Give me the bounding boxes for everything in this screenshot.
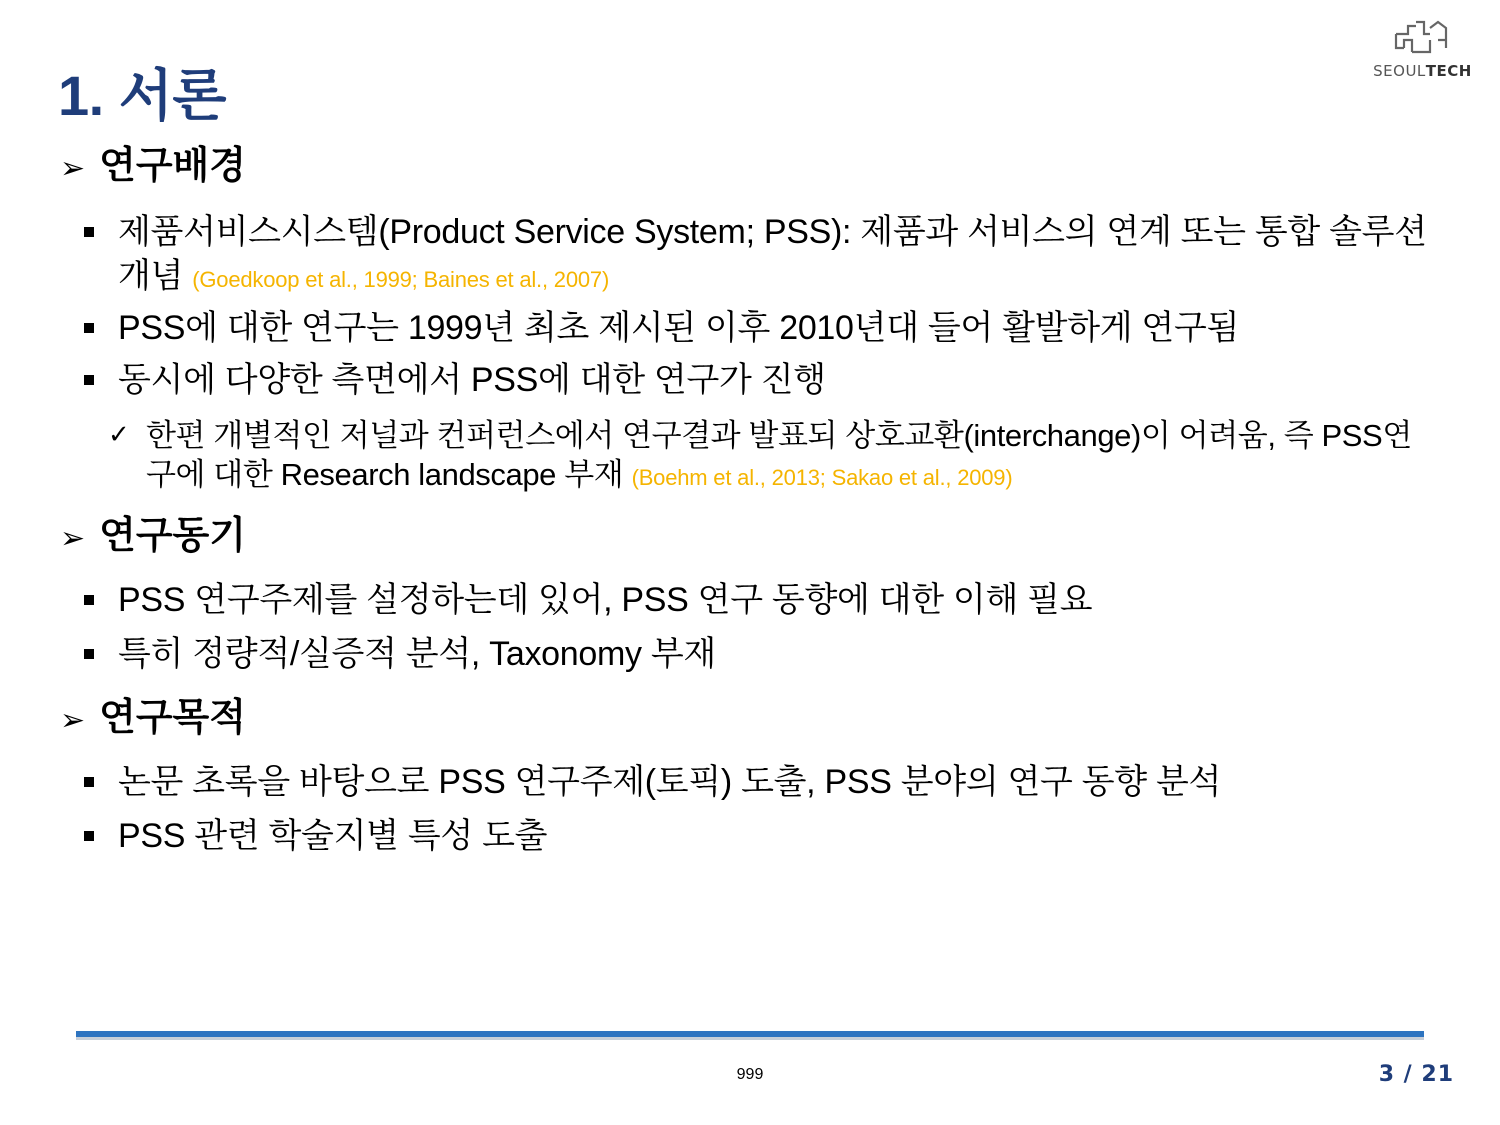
section-heading-motivation — [60, 512, 246, 563]
seoultech-logo — [1370, 18, 1475, 84]
slide-title: 1. 서론 — [58, 64, 226, 127]
square-bullet-icon — [84, 595, 94, 605]
arrow-bullet-icon: ➢ — [60, 521, 86, 556]
section-heading-text: 연구목적 — [99, 697, 246, 739]
bullet-text: 제품서비스시스템(Product Service System; PSS): 제품과 서비스의 연계 또는 통합 솔루션 개념 — [118, 213, 1427, 295]
bullet-text: PSS에 대한 연구는 1999년 최초 제시된 이후 2010년대 들어 활발하게 연구됨 — [118, 309, 1240, 347]
sub-list-item — [108, 416, 1438, 497]
sub-bullet-text: 한편 개별적인 저널과 컨퍼런스에서 연구결과 발표되 상호교환(interchange)이 어려움, 즉 PSS연구에 대한 Research landscape 부재 — [146, 418, 1412, 492]
square-bullet-icon — [84, 649, 94, 659]
logo-text-light: SEOUL — [1373, 62, 1426, 80]
section-heading-background — [60, 142, 246, 193]
section-heading-text: 연구배경 — [99, 145, 246, 187]
bullet-text: 특히 정량적/실증적 분석, Taxonomy 부재 — [118, 635, 716, 673]
list-item — [84, 760, 1434, 804]
footer-text: 999 — [736, 1066, 764, 1083]
list-item — [84, 578, 1434, 622]
section-heading-text: 연구동기 — [99, 515, 246, 557]
arrow-bullet-icon: ➢ — [60, 703, 86, 738]
square-bullet-icon — [84, 227, 94, 237]
list-item — [84, 632, 1434, 676]
seoultech-emblem-icon — [1394, 18, 1450, 58]
list-item — [84, 814, 1434, 858]
square-bullet-icon — [84, 375, 94, 385]
citation: (Goedkoop et al., 1999; Baines et al., 2007) — [192, 267, 610, 292]
footer-rule — [76, 1031, 1424, 1037]
bullet-text: 논문 초록을 바탕으로 PSS 연구주제(토픽) 도출, PSS 분야의 연구 동향 분석 — [118, 763, 1222, 801]
bullet-text: PSS 관련 학술지별 특성 도출 — [118, 817, 548, 855]
checkmark-bullet-icon: ✓ — [108, 420, 130, 450]
square-bullet-icon — [84, 831, 94, 841]
citation: (Boehm et al., 2013; Sakao et al., 2009) — [631, 465, 1013, 490]
bullet-text: 동시에 다양한 측면에서 PSS에 대한 연구가 진행 — [118, 361, 826, 399]
square-bullet-icon — [84, 777, 94, 787]
list-item — [84, 306, 1434, 350]
section-heading-objective — [60, 694, 246, 745]
page-number: 3 / 21 — [1378, 1062, 1454, 1087]
list-item — [84, 210, 1434, 302]
logo-text-bold: TECH — [1425, 62, 1472, 80]
bullet-text: PSS 연구주제를 설정하는데 있어, PSS 연구 동향에 대한 이해 필요 — [118, 581, 1093, 619]
square-bullet-icon — [84, 323, 94, 333]
list-item — [84, 358, 1434, 402]
arrow-bullet-icon: ➢ — [60, 151, 86, 186]
logo-wordmark — [1370, 62, 1475, 80]
